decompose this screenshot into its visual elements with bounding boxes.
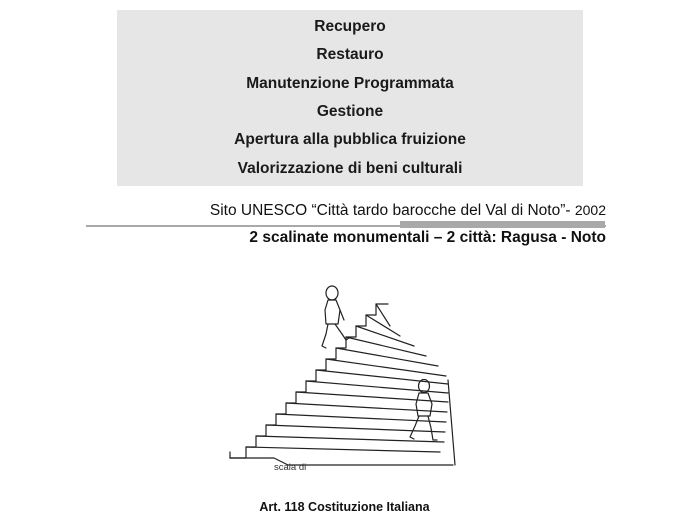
keyword-gestione: Gestione: [316, 103, 384, 120]
keyword-valorizzazione: Valorizzazione di beni culturali: [237, 159, 463, 177]
keyword-apertura: Apertura alla pubblica fruizione: [234, 131, 466, 149]
keyword-restauro: Restauro: [316, 46, 384, 64]
scalinate-line: 2 scalinate monumentali – 2 città: Ragusa - Noto: [249, 229, 606, 246]
unesco-site-text: Sito UNESCO “Città tardo barocche del Val di Noto”-: [209, 202, 575, 219]
unesco-site-line: [210, 202, 606, 220]
staircase-illustration: [228, 262, 478, 482]
keyword-manutenzione: Manutenzione Programmata: [246, 74, 454, 92]
keyword-recupero: Recupero: [314, 17, 386, 35]
illustration-caption: scala di: [274, 462, 307, 473]
unesco-year: 2002: [574, 202, 606, 218]
keywords-box: [117, 10, 583, 186]
footer-text: Art. 118 Costituzione Italiana: [259, 500, 430, 514]
divider-accent: [400, 221, 605, 228]
